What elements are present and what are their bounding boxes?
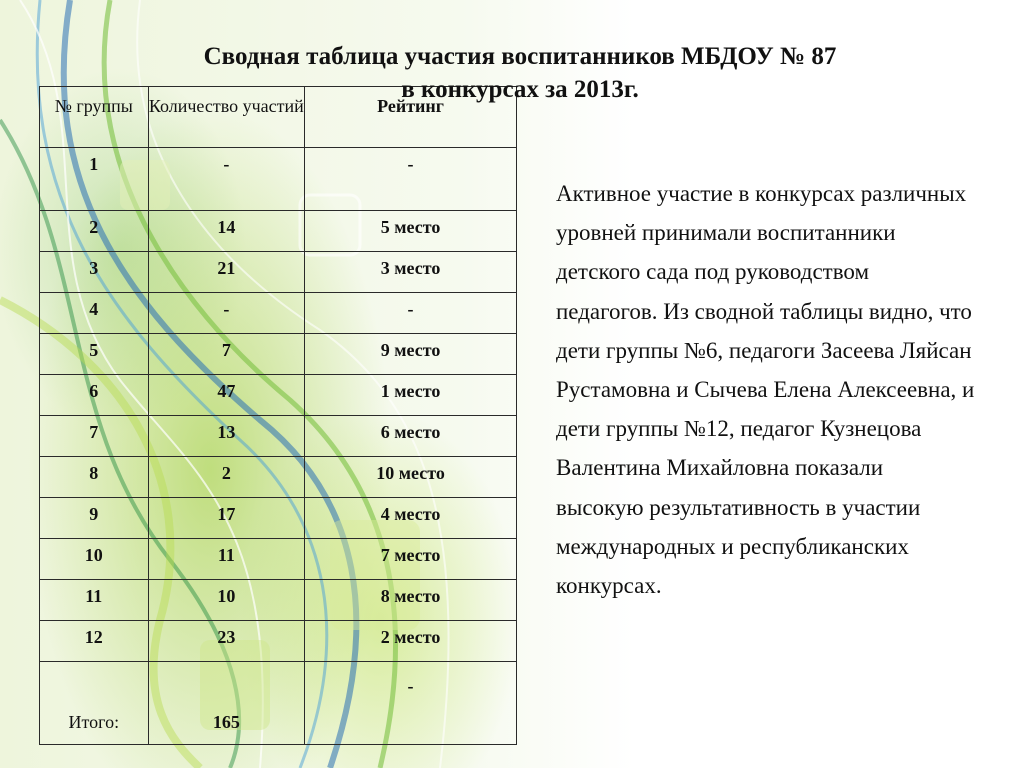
group-number-cell: 9 xyxy=(40,498,149,539)
rating-cell: 3 место xyxy=(305,252,517,293)
participation-count-cell: 13 xyxy=(148,416,304,457)
header-rating: Рейтинг xyxy=(305,87,517,148)
rating-cell: 1 место xyxy=(305,375,517,416)
participation-count-cell: - xyxy=(148,148,304,211)
group-number-cell: 3 xyxy=(40,252,149,293)
table-row xyxy=(40,498,517,539)
total-count-cell xyxy=(148,662,304,745)
rating-cell: - xyxy=(305,148,517,211)
group-number-cell: 12 xyxy=(40,621,149,662)
page-title xyxy=(150,40,890,106)
page-title-text: Сводная таблица участия воспитанников МБДОУ № 87 в конкурсах за 2013г. xyxy=(203,43,837,103)
participation-count-cell: 7 xyxy=(148,334,304,375)
participation-count-cell: 17 xyxy=(148,498,304,539)
table-row xyxy=(40,211,517,252)
total-label: Итого: xyxy=(68,712,120,732)
group-number-cell: 8 xyxy=(40,457,149,498)
total-count: 165 xyxy=(212,712,240,732)
table-total-row xyxy=(40,662,517,745)
table-row xyxy=(40,580,517,621)
rating-cell: 4 место xyxy=(305,498,517,539)
table-row xyxy=(40,416,517,457)
participation-count-cell: 10 xyxy=(148,580,304,621)
group-number-cell: 6 xyxy=(40,375,149,416)
table-row xyxy=(40,621,517,662)
participation-count-cell: 11 xyxy=(148,539,304,580)
group-number-cell: 2 xyxy=(40,211,149,252)
group-number-cell: 4 xyxy=(40,293,149,334)
rating-cell: 7 место xyxy=(305,539,517,580)
rating-cell: 5 место xyxy=(305,211,517,252)
group-number-cell: 10 xyxy=(40,539,149,580)
total-rating: - xyxy=(407,676,414,696)
rating-cell: 2 место xyxy=(305,621,517,662)
table-row xyxy=(40,252,517,293)
group-number-cell: 11 xyxy=(40,580,149,621)
participation-count-cell: 2 xyxy=(148,457,304,498)
header-group-number: № группы xyxy=(40,87,149,148)
header-participation-count: Количество участий xyxy=(148,87,304,148)
table-row xyxy=(40,293,517,334)
group-number-cell: 1 xyxy=(40,148,149,211)
participation-count-cell: - xyxy=(148,293,304,334)
participation-count-cell: 21 xyxy=(148,252,304,293)
group-number-cell: 7 xyxy=(40,416,149,457)
total-rating-cell xyxy=(305,662,517,745)
table-row xyxy=(40,148,517,211)
rating-cell: 8 место xyxy=(305,580,517,621)
total-label-cell xyxy=(40,662,149,745)
group-number-cell: 5 xyxy=(40,334,149,375)
participation-count-cell: 14 xyxy=(148,211,304,252)
table-row xyxy=(40,375,517,416)
rating-cell: 9 место xyxy=(305,334,517,375)
participation-count-cell: 47 xyxy=(148,375,304,416)
summary-paragraph: Активное участие в конкурсах различных уровней принимали воспитанники детского сада под руководством педагогов. Из сводной таблицы видно, что дети группы №6, педагоги Засеева Ляйсан Рустамовна и Сычева Елена Алексеевна, и дети группы №12, педагог Кузнецова Валентина Михайловна показали высокую результативность в участии международных и республиканских конкурсах. xyxy=(556,181,975,599)
participation-count-cell: 23 xyxy=(148,621,304,662)
rating-cell: 6 место xyxy=(305,416,517,457)
participation-summary-table xyxy=(39,86,517,745)
table-row xyxy=(40,539,517,580)
rating-cell: 10 место xyxy=(305,457,517,498)
table-row xyxy=(40,457,517,498)
table-row xyxy=(40,334,517,375)
rating-cell: - xyxy=(305,293,517,334)
